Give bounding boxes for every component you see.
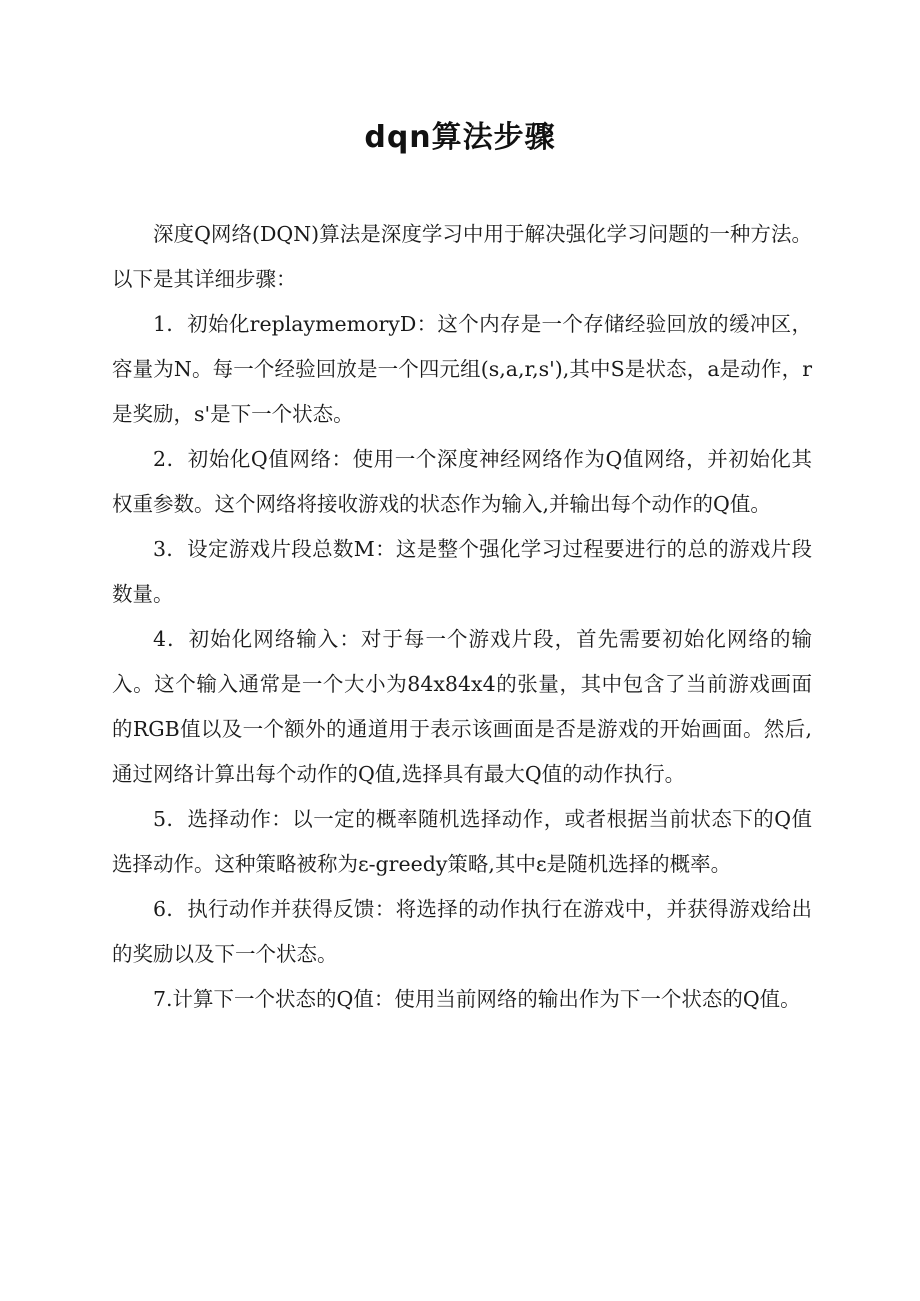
step-2-paragraph: 2．初始化Q值网络：使用一个深度神经网络作为Q值网络，并初始化其权重参数。这个网络将接收游戏的状态作为输入,并输出每个动作的Q值。	[112, 447, 812, 516]
document-body	[112, 212, 812, 1022]
step-1-paragraph: 1．初始化replaymemoryD：这个内存是一个存储经验回放的缓冲区，容量为N。每一个经验回放是一个四元组(s,a,r,s'),其中S是状态，a是动作，r是奖励，s'是下一个状态。	[112, 312, 812, 426]
step-7-paragraph: 7.计算下一个状态的Q值：使用当前网络的输出作为下一个状态的Q值。	[153, 987, 801, 1011]
step-6-paragraph: 6．执行动作并获得反馈：将选择的动作执行在游戏中，并获得游戏给出的奖励以及下一个状态。	[112, 897, 812, 966]
step-4-paragraph: 4．初始化网络输入：对于每一个游戏片段，首先需要初始化网络的输入。这个输入通常是一个大小为84x84x4的张量，其中包含了当前游戏画面的RGB值以及一个额外的通道用于表示该画面是否是游戏的开始画面。然后,通过网络计算出每个动作的Q值,选择具有最大Q值的动作执行。	[112, 627, 812, 786]
document-title: dqn算法步骤	[364, 120, 556, 155]
step-5-paragraph: 5．选择动作：以一定的概率随机选择动作，或者根据当前状态下的Q值选择动作。这种策略被称为ε-greedy策略,其中ε是随机选择的概率。	[112, 807, 812, 876]
step-3-paragraph: 3．设定游戏片段总数M：这是整个强化学习过程要进行的总的游戏片段数量。	[112, 537, 812, 606]
intro-paragraph: 深度Q网络(DQN)算法是深度学习中用于解决强化学习问题的一种方法。以下是其详细步骤：	[112, 222, 812, 291]
